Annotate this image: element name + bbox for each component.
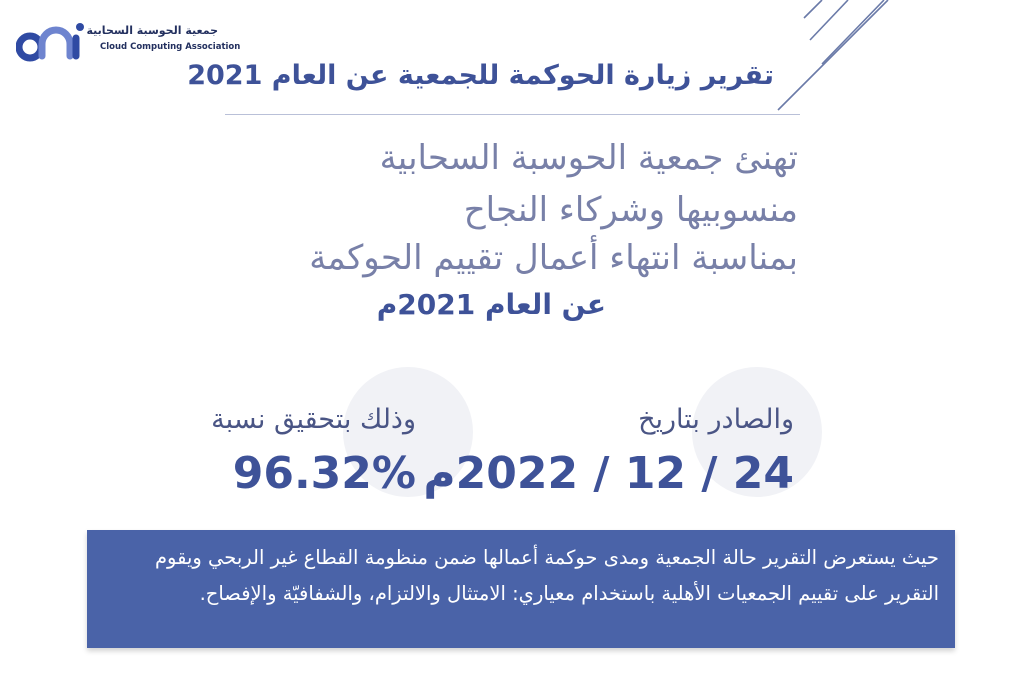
congrats-year: عن العام 2021م	[376, 288, 606, 321]
decorative-lines	[770, 0, 1024, 120]
achievement-label: وذلك بتحقيق نسبة	[211, 404, 416, 435]
cloud-logo-icon	[16, 14, 96, 66]
issued-date-label: والصادر بتاريخ	[638, 404, 794, 435]
title-divider	[225, 114, 800, 115]
congrats-line-1: تهنئ جمعية الحوسبة السحابية	[379, 138, 798, 178]
issued-date-value: 24 / 12 / 2022م	[423, 448, 794, 499]
congrats-line-3: بمناسبة انتهاء أعمال تقييم الحوكمة	[309, 238, 798, 278]
summary-text: حيث يستعرض التقرير حالة الجمعية ومدى حوكمة أعمالها ضمن منظومة القطاع غير الربحي ويقوم التقرير على تقييم الجمعيات الأهلية باستخدام معياري: الامتثال والالتزام، والشفافيّة والإفصاح.	[154, 546, 939, 605]
logo-english-name: Cloud Computing Association	[100, 42, 241, 52]
congrats-line-2: منسوبيها وشركاء النجاح	[463, 190, 798, 230]
report-title: تقرير زيارة الحوكمة للجمعية عن العام 2021	[187, 60, 774, 91]
logo-arabic-name: جمعية الحوسبة السحابية	[86, 24, 218, 37]
summary-box	[87, 530, 955, 648]
achievement-percentage: 96.32%	[232, 448, 416, 499]
association-logo	[16, 14, 241, 64]
